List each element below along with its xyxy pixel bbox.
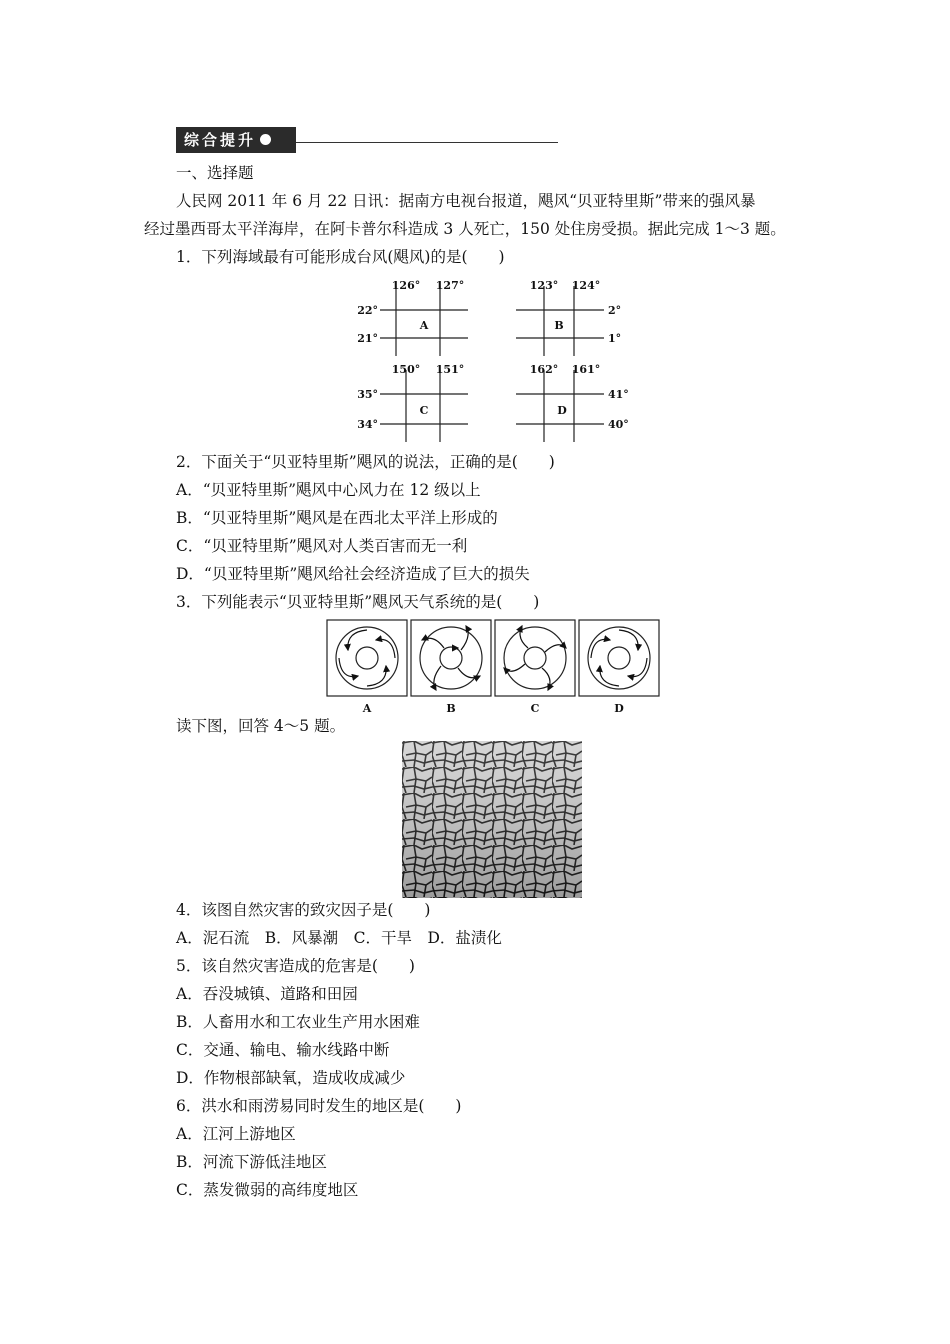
- q5-option-b: B．人畜用水和工农业生产用水困难: [176, 1013, 420, 1031]
- header-rule: [296, 142, 558, 143]
- read-instruction: 读下图，回答 4～5 题。: [176, 717, 346, 735]
- q1-stem: 1．下列海域最有可能形成台风(飓风)的是( ): [176, 248, 505, 266]
- q1-grid-figure: [340, 274, 640, 448]
- q1-a-lat-1: 22°: [357, 304, 378, 317]
- q1-b-lat-1: 2°: [608, 304, 622, 317]
- q1-d-lat-1: 41°: [608, 388, 629, 401]
- q3-stem: 3．下列能表示“贝亚特里斯”飓风天气系统的是( ): [176, 593, 540, 611]
- q3-label-c: C: [530, 702, 540, 715]
- q5-option-a: A．吞没城镇、道路和田园: [176, 985, 358, 1003]
- intro-line-1: 人民网 2011 年 6 月 22 日讯：据南方电视台报道，飓风“贝亚特里斯”带来的强风暴: [176, 192, 756, 210]
- q3-label-b: B: [446, 702, 456, 715]
- q1-a-lon-1: 126°: [391, 279, 421, 292]
- q5-option-c: C．交通、输电、输水线路中断: [176, 1041, 390, 1059]
- q2-option-c: C．“贝亚特里斯”飓风对人类百害而无一利: [176, 537, 468, 555]
- q3-label-d: D: [614, 702, 624, 715]
- section-title: 一、选择题: [176, 164, 254, 182]
- q6-stem: 6．洪水和雨涝易同时发生的地区是( ): [176, 1097, 462, 1115]
- q1-c-lat-2: 34°: [357, 418, 378, 431]
- q1-c-lon-2: 151°: [435, 363, 465, 376]
- q1-a-label: A: [419, 319, 429, 332]
- q3-cyclone-figure: [326, 618, 660, 716]
- q1-d-lon-1: 162°: [529, 363, 559, 376]
- bullet-dot-icon: [260, 134, 271, 145]
- section-header: [176, 127, 296, 153]
- q1-d-lat-2: 40°: [608, 418, 629, 431]
- q1-c-lat-1: 35°: [357, 388, 378, 401]
- intro-line-2: 经过墨西哥太平洋海岸，在阿卡普尔科造成 3 人死亡，150 处住房受损。据此完成 1～3 题。: [144, 220, 786, 238]
- q1-b-lon-2: 124°: [571, 279, 601, 292]
- q1-c-lon-1: 150°: [391, 363, 421, 376]
- q6-option-c: C．蒸发微弱的高纬度地区: [176, 1181, 359, 1199]
- q2-option-b: B．“贝亚特里斯”飓风是在西北太平洋上形成的: [176, 509, 498, 527]
- q1-b-label: B: [554, 319, 564, 332]
- q1-b-lat-2: 1°: [608, 332, 622, 345]
- cracked-earth-photo: [402, 741, 582, 898]
- q6-option-b: B．河流下游低洼地区: [176, 1153, 327, 1171]
- q4-options: A．泥石流 B．风暴潮 C．干旱 D．盐渍化: [176, 929, 502, 947]
- q1-c-label: C: [419, 404, 429, 417]
- q3-label-a: A: [362, 702, 372, 715]
- q2-option-d: D．“贝亚特里斯”飓风给社会经济造成了巨大的损失: [176, 565, 530, 583]
- q1-d-lon-2: 161°: [571, 363, 601, 376]
- q4-stem: 4．该图自然灾害的致灾因子是( ): [176, 901, 431, 919]
- q6-option-a: A．江河上游地区: [176, 1125, 296, 1143]
- q1-a-lon-2: 127°: [435, 279, 465, 292]
- q2-stem: 2．下面关于“贝亚特里斯”飓风的说法，正确的是( ): [176, 453, 555, 471]
- section-header-title: 综合提升: [184, 131, 257, 149]
- q5-stem: 5．该自然灾害造成的危害是( ): [176, 957, 415, 975]
- q1-b-lon-1: 123°: [529, 279, 559, 292]
- q1-a-lat-2: 21°: [357, 332, 378, 345]
- q1-d-label: D: [557, 404, 567, 417]
- q2-option-a: A．“贝亚特里斯”飓风中心风力在 12 级以上: [176, 481, 481, 499]
- q5-option-d: D．作物根部缺氧，造成收成减少: [176, 1069, 406, 1087]
